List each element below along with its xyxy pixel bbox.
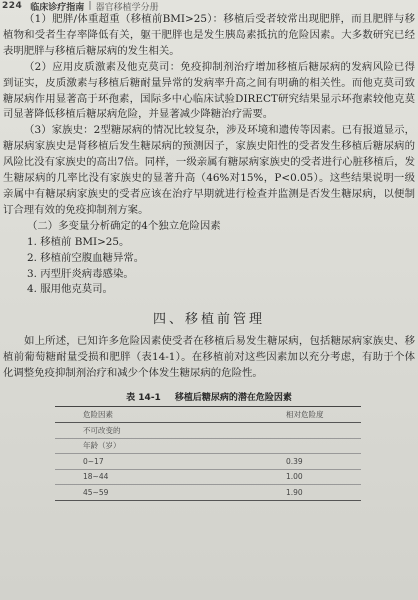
table-row: 年龄（岁） (55, 438, 361, 454)
table-caption-label: 表 14-1 (126, 393, 161, 404)
series-title: 器官移植学分册 (95, 2, 159, 13)
table-caption-text: 移植后糖尿病的潜在危险因素 (174, 393, 292, 404)
header-separator: | (88, 1, 92, 11)
subheading-risk-factors: （二）多变量分析确定的4个独立危险因素 (27, 219, 221, 232)
risk-factor-table (55, 406, 361, 501)
paragraph-family-history: （3）家族史：2型糖尿病的情况比较复杂，涉及环境和遗传等因素。已有报道显示，糖尿病家族史是肾移植后发生糖尿病的预测因子，家族史阳性的受者发生移植后糖尿病的风险比没有家族史的高出7倍。同样，一级亲属有糖尿病家族史的受者进行心脏移植后，发生糖尿病的几率比没有家族史的显著升高（46%对15%，P<0.05）。这些结果说明一级亲属中有糖尿病家族史的受者应该在治疗早期就进行检查并监测是否发生糖尿病，以便制订合理有效的免疫抑制剂方案。 (3, 124, 415, 216)
list-item: 4. 服用他克莫司。 (27, 283, 113, 296)
paragraph-obesity: （1）肥胖/体重超重（移植前BMI>25）：移植后受者较常出现肥胖，而且肥胖与移植物和受者生存率降低有关，躯干肥胖也是发生胰岛素抵抗的危险因素。大多数研究已经表明肥胖与移植后糖尿病的发生相关。 (3, 13, 415, 57)
page-number: 224 (2, 1, 23, 11)
book-title: 临床诊疗指南 (30, 2, 85, 13)
list-item: 3. 丙型肝炎病毒感染。 (27, 267, 134, 280)
risk-factor-list (3, 235, 415, 299)
section-title: 四、移植前管理 (152, 312, 265, 328)
table-row: 0~17 0.39 (55, 454, 361, 470)
table-row: 45~59 1.90 (55, 485, 361, 501)
paragraph-steroids-tacrolimus: （2）应用皮质激素及他克莫司：免疫抑制剂治疗增加移植后糖尿病的发病风险已得到证实，皮质激素与移植后糖耐量异常的发病率升高之间有明确的相关性。而他克莫司致糖尿病作用显著高于环孢素，国际多中心临床试验DIRECT研究结果显示环孢素较他克莫司显著降低移植后糖尿病危险，并显著减少降糖治疗需要。 (3, 60, 415, 121)
table-header-row (55, 407, 361, 423)
table-row: 18~44 1.00 (55, 469, 361, 485)
list-item: 2. 移植前空腹血糖异常。 (27, 251, 145, 264)
list-item: 1. 移植前 BMI>25。 (27, 235, 130, 248)
table-header-factor: 危险因素 (55, 407, 234, 423)
table-row: 不可改变的 (55, 423, 361, 439)
running-header (0, 0, 418, 12)
section-paragraph: 如上所述，已知许多危险因素使受者在移植后易发生糖尿病，包括糖尿病家族史、移植前葡萄糖耐量受损和肥胖（表14-1）。在移植前对这些因素加以充分考虑，有助于个体化调整免疫抑制剂治疗和减少个体发生糖尿病的危险性。 (3, 335, 415, 380)
page-body (0, 12, 418, 501)
table-header-relative-risk: 相对危险度 (234, 407, 361, 423)
table-caption (3, 390, 415, 403)
